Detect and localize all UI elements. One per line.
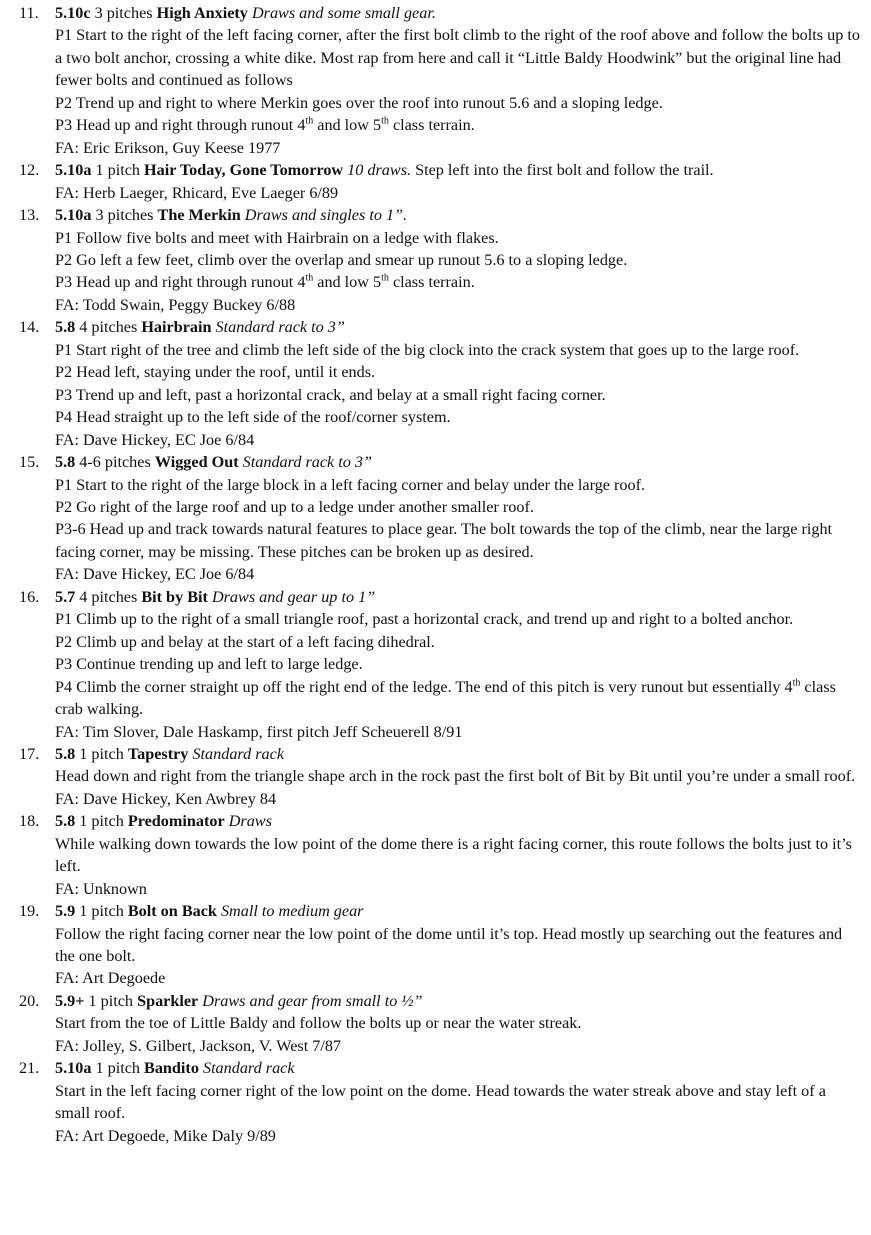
- pitch-description: P1 Start to the right of the large block in a left facing corner and belay under the large roof.: [55, 475, 646, 494]
- route-header: [55, 1057, 863, 1079]
- route-entry: [0, 586, 871, 743]
- route-pitches: 4 pitches: [79, 587, 138, 606]
- route-pitches: 1 pitch: [95, 161, 140, 180]
- route-entry: [0, 990, 871, 1057]
- route-header: [55, 2, 863, 24]
- route-number: 11.: [19, 4, 39, 22]
- first-ascent: FA: Todd Swain, Peggy Buckey 6/88: [55, 295, 296, 314]
- route-header: [55, 900, 863, 922]
- first-ascent: FA: Herb Laeger, Rhicard, Eve Laeger 6/89: [55, 183, 339, 202]
- pitch-description: Follow the right facing corner near the low point of the dome until it’s top. Head mostly up searching out the features and the one bolt.: [55, 924, 843, 966]
- route-grade: 5.9+: [55, 991, 85, 1010]
- route-entry: [0, 1057, 871, 1147]
- pitch-description: P1 Follow five bolts and meet with Hairbrain on a ledge with flakes.: [55, 228, 499, 247]
- route-gear: Standard rack to 3”: [215, 318, 345, 337]
- route-grade: 5.9: [55, 902, 76, 921]
- route-pitches: 1 pitch: [95, 1059, 140, 1078]
- route-header: [55, 990, 863, 1012]
- pitch-description: P1 Start right of the tree and climb the left side of the big clock into the crack system that goes up to the large roof.: [55, 340, 800, 359]
- route-gear: Draws and singles to 1”.: [244, 206, 408, 225]
- route-name: High Anxiety: [156, 4, 248, 22]
- route-gear: Standard rack: [202, 1059, 295, 1078]
- route-description: Step left into the first bolt and follow the trail.: [415, 161, 714, 180]
- pitch-description: P2 Trend up and right to where Merkin goes over the roof into runout 5.6 and a sloping ledge.: [55, 93, 663, 112]
- route-number: 19.: [19, 902, 40, 921]
- route-number: 13.: [19, 206, 40, 225]
- route-name: Hairbrain: [141, 318, 212, 337]
- pitch-description: Head down and right from the triangle shape arch in the rock past the first bolt of Bit by Bit until you’re under a small roof.: [55, 767, 856, 786]
- pitch-description: P4 Head straight up to the left side of the roof/corner system.: [55, 408, 451, 427]
- pitch-description: P3 Head up and right through runout 4th and low 5th class terrain.: [55, 273, 475, 292]
- pitch-description: P3 Trend up and left, past a horizontal crack, and belay at a small right facing corner.: [55, 385, 606, 404]
- route-grade: 5.10a: [55, 161, 92, 180]
- route-header: [55, 204, 863, 226]
- route-grade: 5.7: [55, 587, 76, 606]
- ordinal-suffix: th: [381, 115, 389, 127]
- route-entry: [0, 451, 871, 586]
- route-number: 15.: [19, 453, 40, 472]
- pitch-description: Start in the left facing corner right of the low point on the dome. Head towards the water streak above and stay left of a small roof.: [55, 1081, 826, 1123]
- route-name: Tapestry: [127, 744, 189, 763]
- ordinal-suffix: th: [792, 677, 801, 689]
- route-grade: 5.10a: [55, 206, 92, 225]
- route-name: Hair Today, Gone Tomorrow: [144, 161, 344, 180]
- route-header: [55, 451, 863, 473]
- route-entry: [0, 810, 871, 900]
- pitch-description: P2 Go left a few feet, climb over the overlap and smear up runout 5.6 to a sloping ledge.: [55, 250, 628, 269]
- route-header: [55, 586, 863, 608]
- route-pitches: 3 pitches: [95, 206, 154, 225]
- pitch-description: P3 Continue trending up and left to large ledge.: [55, 655, 363, 674]
- route-entry: [0, 159, 871, 204]
- route-pitches: 1 pitch: [88, 991, 134, 1010]
- route-gear: Small to medium gear: [220, 902, 364, 921]
- ordinal-suffix: th: [381, 273, 389, 285]
- pitch-description: P4 Climb the corner straight up off the right end of the ledge. The end of this pitch is very runout but essentially 4th class crab walking.: [55, 677, 836, 719]
- route-header: [55, 159, 863, 181]
- first-ascent: FA: Eric Erikson, Guy Keese 1977: [55, 138, 281, 157]
- route-number: 12.: [19, 161, 40, 180]
- route-number: 14.: [19, 318, 40, 337]
- route-number: 16.: [19, 587, 40, 606]
- pitch-description: P2 Go right of the large roof and up to a ledge under another smaller roof.: [55, 497, 534, 516]
- pitch-description: P2 Head left, staying under the roof, until it ends.: [55, 363, 376, 382]
- route-pitches: 1 pitch: [79, 902, 124, 921]
- route-name: Bit by Bit: [141, 587, 208, 606]
- route-name: Sparkler: [137, 991, 199, 1010]
- route-grade: 5.10a: [55, 1059, 92, 1078]
- pitch-description: While walking down towards the low point of the dome there is a right facing corner, this route follows the bolts just to it’s left.: [55, 834, 852, 876]
- first-ascent: FA: Dave Hickey, EC Joe 6/84: [55, 430, 255, 449]
- route-header: [55, 810, 863, 832]
- first-ascent: FA: Art Degoede, Mike Daly 9/89: [55, 1126, 276, 1145]
- first-ascent: FA: Tim Slover, Dale Haskamp, first pitch Jeff Scheuerell 8/91: [55, 722, 463, 741]
- route-entry: [0, 204, 871, 316]
- route-header: [55, 316, 863, 338]
- first-ascent: FA: Art Degoede: [55, 969, 166, 988]
- route-pitches: 4-6 pitches: [79, 453, 151, 472]
- route-entry: [0, 900, 871, 990]
- first-ascent: FA: Unknown: [55, 879, 147, 898]
- route-pitches: 1 pitch: [79, 744, 124, 763]
- route-entry: [0, 743, 871, 810]
- route-header: [55, 743, 863, 765]
- route-gear: Draws and gear up to 1”: [211, 587, 376, 606]
- pitch-description: P1 Climb up to the right of a small triangle roof, past a horizontal crack, and trend up and right to a bolted anchor.: [55, 610, 794, 629]
- route-pitches: 4 pitches: [79, 318, 138, 337]
- route-grade: 5.8: [55, 318, 76, 337]
- route-grade: 5.8: [55, 453, 76, 472]
- route-number: 20.: [19, 991, 40, 1010]
- route-gear: Draws and gear from small to ½”: [202, 991, 423, 1010]
- first-ascent: FA: Dave Hickey, Ken Awbrey 84: [55, 789, 277, 808]
- pitch-description: P1 Start to the right of the left facing corner, after the first bolt climb to the right of the roof above and follow the bolts up to a two bolt anchor, crossing a white dike. Most rap from here and call it “Little Baldy Hoodwink” but the original line had fewer bolts and continued as follows: [55, 26, 860, 90]
- ordinal-suffix: th: [305, 273, 314, 285]
- route-gear: Draws and some small gear.: [251, 4, 436, 22]
- route-number: 17.: [19, 744, 40, 763]
- route-name: Predominator: [127, 812, 225, 831]
- first-ascent: FA: Jolley, S. Gilbert, Jackson, V. West 7/87: [55, 1036, 342, 1055]
- ordinal-suffix: th: [305, 115, 314, 127]
- route-name: The Merkin: [157, 206, 241, 225]
- route-entry: [0, 2, 871, 159]
- pitch-description: P3-6 Head up and track towards natural features to place gear. The bolt towards the top of the climb, near the large right facing corner, may be missing. These pitches can be broken up as desired.: [55, 520, 833, 561]
- route-number: 21.: [19, 1059, 40, 1078]
- route-grade: 5.8: [55, 812, 76, 831]
- route-entry: [0, 316, 871, 451]
- route-name: Wigged Out: [154, 453, 239, 472]
- pitch-description: P2 Climb up and belay at the start of a left facing dihedral.: [55, 632, 435, 651]
- route-number: 18.: [19, 812, 40, 831]
- route-pitches: 3 pitches: [94, 4, 153, 22]
- route-gear: Standard rack: [192, 744, 285, 763]
- route-name: Bolt on Back: [127, 902, 217, 921]
- route-gear: Draws: [228, 812, 272, 831]
- first-ascent: FA: Dave Hickey, EC Joe 6/84: [55, 565, 255, 584]
- route-grade: 5.10c: [55, 4, 91, 22]
- route-name: Bandito: [144, 1059, 199, 1078]
- route-grade: 5.8: [55, 744, 76, 763]
- pitch-description: P3 Head up and right through runout 4th and low 5th class terrain.: [55, 115, 475, 135]
- route-gear: Standard rack to 3”: [242, 453, 373, 472]
- pitch-description: Start from the toe of Little Baldy and follow the bolts up or near the water streak.: [55, 1014, 582, 1033]
- route-gear: 10 draws.: [347, 161, 412, 180]
- route-pitches: 1 pitch: [79, 812, 124, 831]
